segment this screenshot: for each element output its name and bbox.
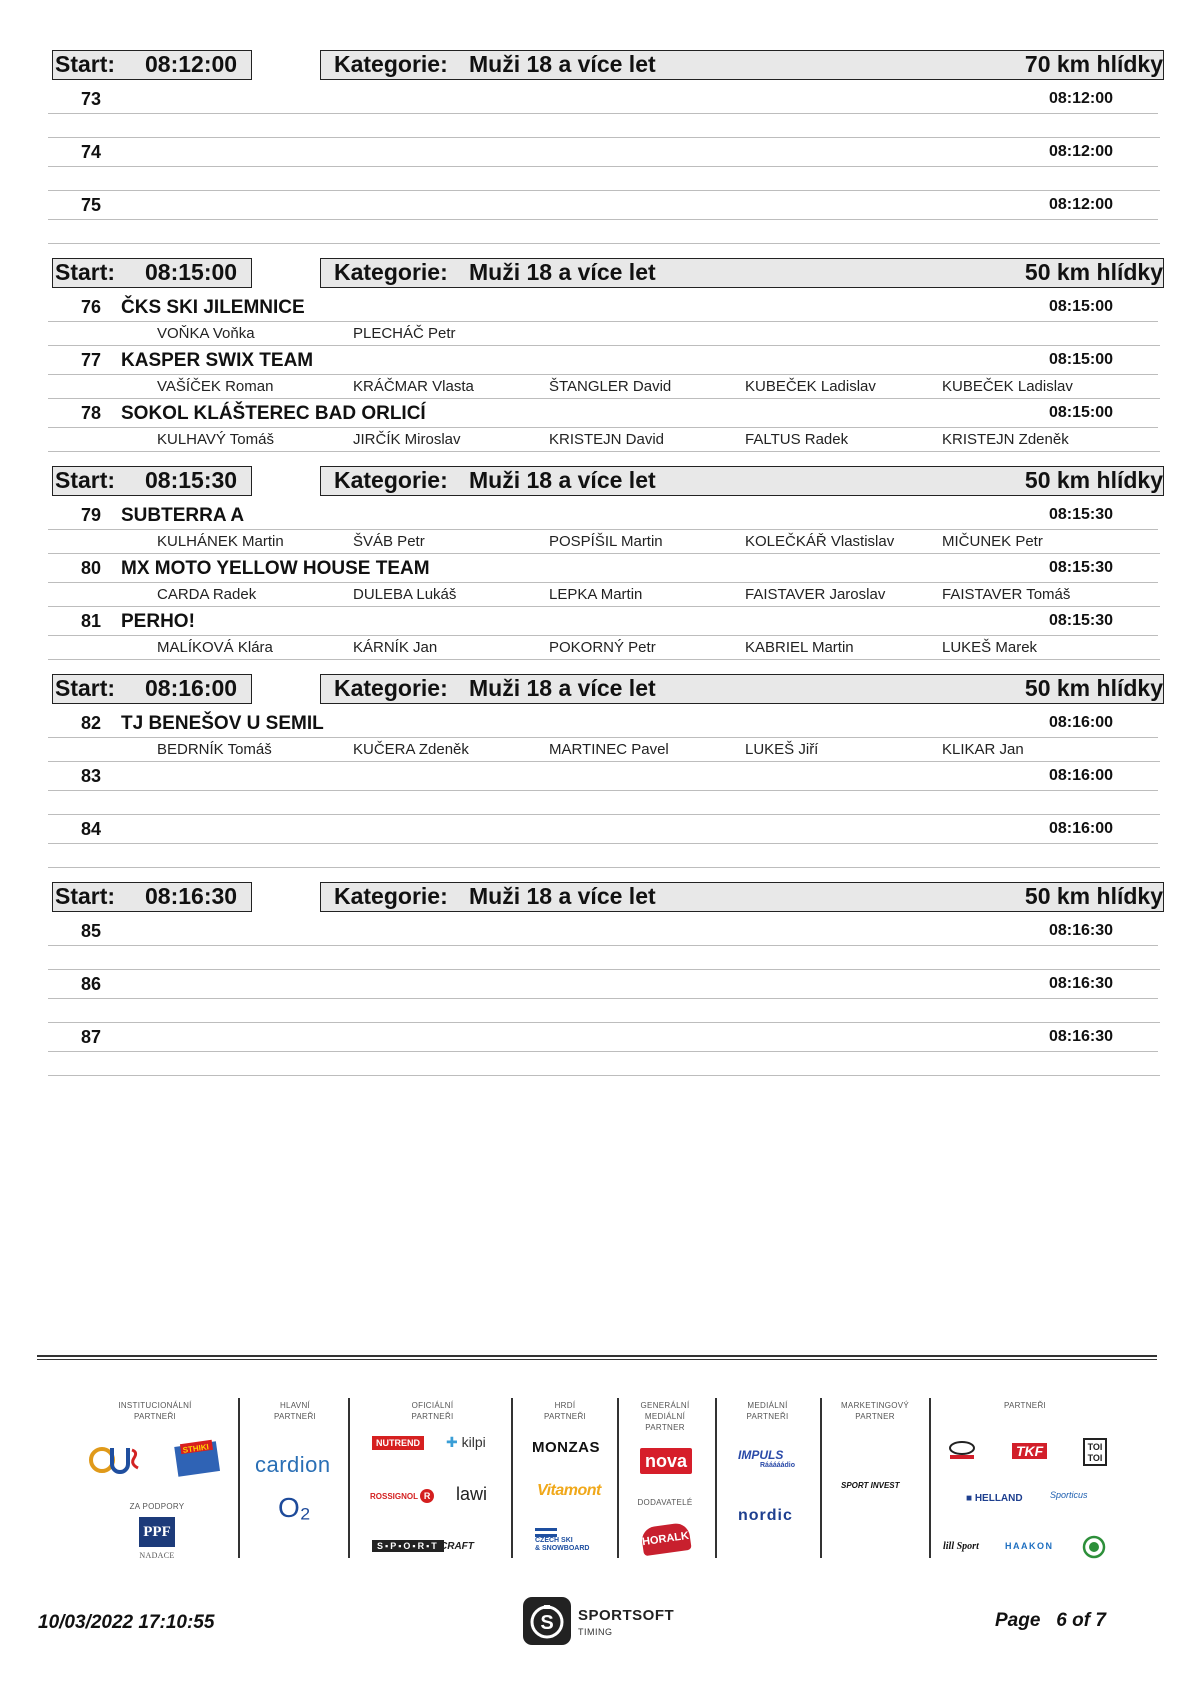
team-members [48, 431, 1160, 449]
row-divider [48, 606, 1160, 607]
cardion-logo: cardion [255, 1452, 331, 1477]
page-number: 6 of 7 [1056, 1610, 1106, 1631]
footer-separator [37, 1359, 1157, 1360]
category-name: Muži 18 a více let [469, 259, 656, 285]
support-label: ZA PODPORY [129, 1502, 185, 1511]
member-name: LUKEŠ Jiří [745, 741, 819, 758]
member-name: ŠTANGLER David [549, 378, 672, 395]
member-name: KULHÁNEK Martin [157, 533, 284, 550]
category-name: Muži 18 a více let [469, 51, 656, 77]
start-group-header [52, 50, 1164, 83]
start-time-box [52, 50, 252, 80]
row-divider [48, 1022, 1160, 1023]
row-divider [48, 761, 1160, 762]
member-name: KRISTEJN David [549, 431, 665, 448]
row-divider [48, 345, 1160, 346]
row-divider [48, 321, 1158, 322]
row-divider [48, 945, 1158, 946]
member-name: DULEBA Lukáš [353, 586, 457, 603]
start-time: 08:15:30 [1048, 612, 1113, 629]
member-name: KÁRNÍK Jan [353, 639, 438, 656]
row-divider [48, 843, 1158, 844]
category-box [320, 466, 1164, 496]
row-divider [48, 529, 1158, 530]
page-label: Page [995, 1610, 1041, 1631]
team-members [48, 533, 1160, 551]
category-box [320, 882, 1164, 912]
member-name: KABRIEL Martin [745, 639, 854, 656]
team-members [48, 378, 1160, 396]
o2-logo: O₂ [278, 1492, 311, 1523]
category-name: Muži 18 a více let [469, 675, 656, 701]
bib-number: 87 [81, 1027, 102, 1047]
team-name: ČKS SKI JILEMNICE [121, 297, 305, 318]
row-divider [48, 737, 1158, 738]
start-group-header [52, 258, 1164, 291]
start-time: 08:15:30 [1048, 559, 1113, 576]
row-divider [48, 582, 1158, 583]
member-name: KUBEČEK Ladislav [745, 378, 876, 395]
partner-divider [617, 1398, 619, 1558]
rossignol-logo-text: ROSSIGNOL [370, 1492, 418, 1501]
member-name: LUKEŠ Marek [942, 639, 1038, 656]
category-label: Kategorie: [334, 467, 448, 493]
svg-text:S: S [540, 1612, 554, 1634]
start-time: 08:12:00 [1048, 196, 1113, 213]
bib-number: 86 [81, 974, 102, 994]
ppf-logo: PPF [139, 1517, 175, 1547]
team-members [48, 639, 1160, 657]
start-time: 08:15:30 [1048, 506, 1113, 523]
row-divider [48, 374, 1158, 375]
start-label: Start: [55, 259, 116, 285]
partner-divider [238, 1398, 240, 1558]
member-name: ŠVÁB Petr [353, 533, 425, 550]
row-divider [48, 659, 1160, 660]
kilpi-logo: ✚ kilpi [446, 1434, 486, 1450]
lillsport-logo: lill Sport [943, 1541, 979, 1552]
eco-badge-icon [1082, 1535, 1106, 1559]
category-distance: 70 km hlídky [1024, 51, 1163, 77]
start-time: 08:12:00 [1048, 90, 1113, 107]
partners-label: PARTNEŘI [1003, 1401, 1047, 1410]
sporticus-logo: Sporticus [1050, 1490, 1088, 1500]
row-divider [48, 113, 1158, 114]
member-name: FAISTAVER Jaroslav [745, 586, 886, 603]
member-name: JIRČÍK Miroslav [353, 431, 461, 448]
partners-marketing-label: MARKETINGOVÝ PARTNER [840, 1401, 910, 1421]
bib-number: 81 [81, 611, 102, 631]
team-members [48, 325, 1160, 343]
lasco-logo [947, 1440, 977, 1460]
team-name: PERHO! [121, 611, 195, 632]
team-name: TJ BENEŠOV U SEMIL [121, 713, 324, 734]
member-name: VOŇKA Voňka [157, 325, 255, 342]
haakon-logo: HAAKON [1005, 1541, 1054, 1551]
nutrend-logo: NUTREND [372, 1436, 424, 1450]
team-name: SOKOL KLÁŠTEREC BAD ORLICÍ [121, 403, 426, 424]
impuls-logo [738, 1448, 795, 1469]
bib-number: 85 [81, 921, 102, 941]
row-divider [48, 190, 1160, 191]
start-time: 08:15:00 [145, 259, 238, 285]
czech-ski-logo [535, 1528, 600, 1553]
category-box [320, 50, 1164, 80]
bib-number: 83 [81, 766, 102, 786]
member-name: POKORNÝ Petr [549, 639, 656, 656]
row-divider [48, 398, 1160, 399]
bib-number: 82 [81, 713, 102, 733]
bib-number: 80 [81, 558, 102, 578]
member-name: FAISTAVER Tomáš [942, 586, 1071, 603]
category-name: Muži 18 a více let [469, 883, 656, 909]
member-name: FALTUS Radek [745, 431, 849, 448]
nova-logo: nova [640, 1448, 692, 1474]
print-timestamp: 10/03/2022 17:10:55 [38, 1612, 215, 1633]
category-distance: 50 km hlídky [1024, 675, 1163, 701]
row-divider [48, 814, 1160, 815]
start-time: 08:16:00 [1048, 714, 1113, 731]
sportsoft-sub: TIMING [578, 1627, 613, 1637]
row-divider [48, 166, 1158, 167]
bib-number: 76 [81, 297, 102, 317]
impuls-logo-text: IMPULS [738, 1448, 784, 1462]
start-group-header [52, 674, 1164, 707]
partners-main-label: HLAVNÍ PARTNEŘI [273, 1401, 317, 1421]
row-divider [48, 1051, 1158, 1052]
bib-number: 75 [81, 195, 102, 215]
kilpi-logo-text: kilpi [461, 1434, 486, 1450]
category-distance: 50 km hlídky [1024, 259, 1163, 285]
bib-number: 79 [81, 505, 102, 525]
rossignol-logo: ROSSIGNOL R [370, 1489, 434, 1503]
bib-number: 84 [81, 819, 102, 839]
start-time-box [52, 258, 252, 288]
helland-logo-text: HELLAND [974, 1493, 1023, 1504]
craft-logo: CRAFT [440, 1541, 474, 1552]
row-divider [48, 635, 1158, 636]
member-name: KLIKAR Jan [942, 741, 1024, 758]
page-indicator [995, 1610, 1106, 1632]
start-time: 08:15:00 [1048, 404, 1113, 421]
start-time: 08:16:00 [1048, 820, 1113, 837]
start-time: 08:15:00 [1048, 351, 1113, 368]
partners-proud-label: HRDÍ PARTNEŘI [543, 1401, 587, 1421]
bib-number: 77 [81, 350, 102, 370]
start-time: 08:16:30 [1048, 1028, 1113, 1045]
bib-number: 74 [81, 142, 102, 162]
helland-logo: ■ HELLAND [966, 1493, 1023, 1504]
start-time: 08:16:30 [1048, 922, 1113, 939]
start-label: Start: [55, 51, 116, 77]
czech-ski-text: CZECH SKI & SNOWBOARD [535, 1537, 590, 1552]
start-time-box [52, 882, 252, 912]
member-name: KRISTEJN Zdeněk [942, 431, 1069, 448]
row-divider [48, 137, 1160, 138]
suppliers-label: DODAVATELÉ [637, 1498, 693, 1507]
start-time: 08:12:00 [145, 51, 238, 77]
start-time: 08:12:00 [1048, 143, 1113, 160]
member-name: KUČERA Zdeněk [353, 741, 469, 758]
partner-divider [511, 1398, 513, 1558]
member-name: MIČUNEK Petr [942, 533, 1043, 550]
start-time-box [52, 674, 252, 704]
partners-institutional-label: INSTITUCIONÁLNÍ PARTNEŘI [118, 1401, 192, 1421]
start-time: 08:16:30 [1048, 975, 1113, 992]
lawi-logo: lawi [456, 1484, 488, 1504]
partner-divider [929, 1398, 931, 1558]
start-group-header [52, 882, 1164, 915]
sthiki-logo-text: STHIKI [182, 1442, 210, 1455]
bib-number: 73 [81, 89, 102, 109]
category-name: Muži 18 a více let [469, 467, 656, 493]
member-name: MARTINEC Pavel [549, 741, 669, 758]
category-label: Kategorie: [334, 51, 448, 77]
start-time: 08:16:30 [145, 883, 238, 909]
start-group-header [52, 466, 1164, 499]
row-divider [48, 998, 1158, 999]
member-name: KUBEČEK Ladislav [942, 378, 1073, 395]
member-name: LEPKA Martin [549, 586, 643, 603]
category-box [320, 258, 1164, 288]
member-name: KRÁČMAR Vlasta [353, 378, 474, 395]
member-name: CARDA Radek [157, 586, 257, 603]
team-name: MX MOTO YELLOW HOUSE TEAM [121, 558, 430, 579]
partners-official-label: OFICIÁLNÍ PARTNEŘI [411, 1401, 454, 1421]
row-divider [48, 219, 1158, 220]
row-divider [48, 553, 1160, 554]
partner-divider [348, 1398, 350, 1558]
start-label: Start: [55, 883, 116, 909]
team-members [48, 741, 1160, 759]
member-name: POSPÍŠIL Martin [549, 533, 663, 550]
row-divider [48, 790, 1158, 791]
row-divider [48, 1075, 1160, 1076]
member-name: KULHAVÝ Tomáš [157, 431, 274, 448]
toitoi-logo: TOI TOI [1083, 1438, 1107, 1466]
start-time: 08:15:00 [1048, 298, 1113, 315]
bib-number: 78 [81, 403, 102, 423]
category-label: Kategorie: [334, 883, 448, 909]
row-divider [48, 427, 1158, 428]
sthiki-logo [172, 1438, 222, 1478]
row-divider [48, 867, 1160, 868]
row-divider [48, 243, 1160, 244]
horalky-logo: HORALKY [640, 1522, 691, 1556]
ppf-sub: NADACE [139, 1551, 175, 1560]
start-time: 08:16:00 [1048, 767, 1113, 784]
category-box [320, 674, 1164, 704]
member-name: KOLEČKÁŘ Vlastislav [745, 533, 895, 550]
sport-invest-logo: SPORT INVEST [841, 1481, 900, 1490]
partner-divider [820, 1398, 822, 1558]
partners-media-general-label: GENERÁLNÍ MEDIÁLNÍ PARTNER [640, 1401, 690, 1432]
category-label: Kategorie: [334, 259, 448, 285]
nordic-logo: nordic [738, 1507, 793, 1524]
row-divider [48, 969, 1160, 970]
start-label: Start: [55, 467, 116, 493]
member-name: VAŠÍČEK Roman [157, 378, 274, 395]
sportsoft-brand: SPORTSOFT [578, 1607, 675, 1624]
member-name: BEDRNÍK Tomáš [157, 741, 272, 758]
tkf-logo: TKF [1012, 1443, 1047, 1459]
category-distance: 50 km hlídky [1024, 467, 1163, 493]
start-time: 08:15:30 [145, 467, 238, 493]
member-name: PLECHÁČ Petr [353, 325, 456, 342]
impuls-logo-sub: Rááááádio [760, 1462, 796, 1469]
sportsoft-logo-icon [523, 1597, 571, 1645]
footer-separator [37, 1355, 1157, 1357]
row-divider [48, 451, 1160, 452]
category-distance: 50 km hlídky [1024, 883, 1163, 909]
member-name: MALÍKOVÁ Klára [157, 639, 273, 656]
partner-divider [715, 1398, 717, 1558]
vitamont-logo: Vitamont [537, 1482, 601, 1499]
start-label: Start: [55, 675, 116, 701]
partners-media-label: MEDIÁLNÍ PARTNEŘI [746, 1401, 789, 1421]
start-time: 08:16:00 [145, 675, 238, 701]
monzas-logo: MONZAS [532, 1439, 600, 1456]
cus-logo [88, 1442, 140, 1476]
category-label: Kategorie: [334, 675, 448, 701]
start-time-box [52, 466, 252, 496]
team-name: KASPER SWIX TEAM [121, 350, 314, 371]
team-name: SUBTERRA A [121, 505, 245, 526]
team-members [48, 586, 1160, 604]
sport-logo: S▪P▪O▪R▪T [372, 1540, 444, 1552]
